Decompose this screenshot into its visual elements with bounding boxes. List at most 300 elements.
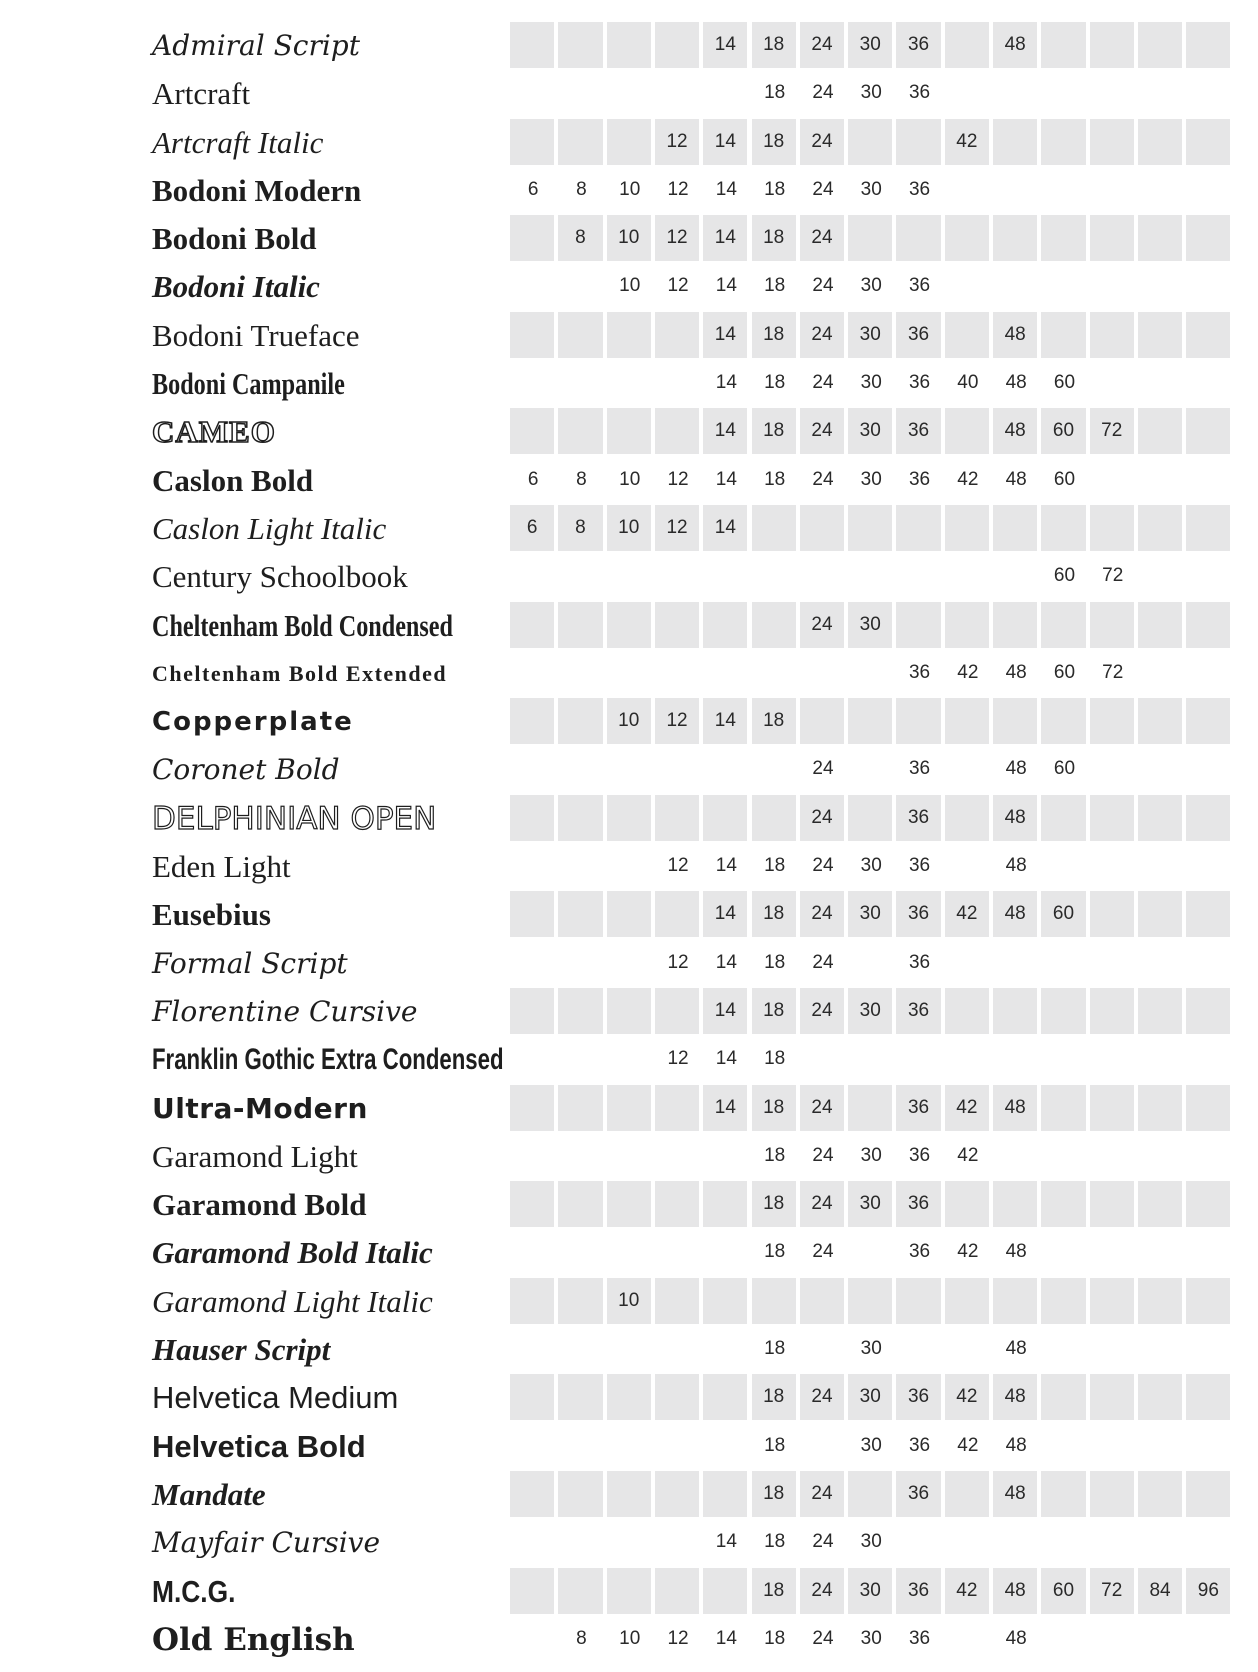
point-size-cell: 14	[703, 698, 749, 744]
point-size-cell	[655, 746, 701, 792]
point-size-cell: 48	[993, 1374, 1039, 1420]
point-size-cell	[607, 746, 653, 792]
point-size-cell	[945, 1278, 991, 1324]
point-size-cell	[1041, 215, 1087, 261]
font-name: Century Schoolbook	[152, 559, 408, 595]
point-size-cell	[510, 1471, 556, 1517]
point-size-cell: 30	[860, 1144, 882, 1166]
size-cells	[510, 1085, 1235, 1131]
point-size-cell	[558, 1133, 604, 1179]
point-size-cell	[558, 1036, 604, 1082]
table-row	[0, 891, 1258, 939]
font-name: Bodoni Trueface	[152, 317, 360, 353]
point-size-cell	[1138, 360, 1184, 406]
point-size-cell	[558, 119, 604, 165]
point-size-cell	[945, 312, 991, 358]
point-size-cell	[752, 746, 798, 792]
point-size-cell	[848, 795, 894, 841]
point-size-cell	[1138, 988, 1184, 1034]
point-size-cell	[945, 602, 991, 648]
font-name: DELPHINIAN OPEN	[152, 800, 437, 837]
size-cells	[510, 602, 1235, 648]
point-size-cell	[655, 602, 701, 648]
point-size-cell	[510, 360, 556, 406]
table-row	[0, 263, 1258, 311]
point-size-cell: 12	[667, 855, 689, 877]
point-size-cell: 60	[1053, 661, 1076, 683]
point-size-cell	[1138, 1616, 1184, 1662]
point-size-cell: 18	[752, 408, 798, 454]
point-size-cell: 14	[703, 22, 749, 68]
point-size-cell: 18	[764, 855, 786, 877]
point-size-cell: 12	[667, 1627, 689, 1649]
point-size-cell	[848, 215, 894, 261]
point-size-cell	[896, 1519, 942, 1565]
point-size-cell	[558, 891, 604, 937]
point-size-cell	[896, 505, 942, 551]
point-size-cell	[800, 553, 846, 599]
point-size-cell: 42	[945, 1085, 991, 1131]
font-name: Garamond Bold Italic	[152, 1235, 433, 1271]
point-size-cell	[1186, 1374, 1232, 1420]
point-size-cell: 60	[1053, 758, 1076, 780]
point-size-cell	[510, 1085, 556, 1131]
point-size-cell: 18	[764, 275, 786, 297]
point-size-cell	[1138, 1229, 1184, 1275]
point-size-cell	[945, 22, 991, 68]
point-size-cell	[655, 1085, 701, 1131]
point-size-cell	[1090, 988, 1136, 1034]
point-size-cell: 24	[800, 891, 846, 937]
point-size-cell: 18	[764, 1627, 786, 1649]
point-size-cell	[607, 1181, 653, 1227]
point-size-cell	[1186, 698, 1232, 744]
point-size-cell	[510, 698, 556, 744]
point-size-cell: 18	[752, 1568, 798, 1614]
point-size-cell	[1138, 1326, 1184, 1372]
point-size-cell	[1186, 1133, 1232, 1179]
point-size-cell	[752, 505, 798, 551]
point-size-cell	[1090, 1036, 1136, 1082]
point-size-cell: 12	[655, 698, 701, 744]
font-name: Old English	[152, 1621, 355, 1658]
point-size-cell	[655, 1181, 701, 1227]
point-size-cell	[945, 1036, 991, 1082]
point-size-cell: 14	[715, 275, 737, 297]
point-size-cell: 36	[908, 855, 931, 877]
point-size-cell	[1186, 1326, 1232, 1372]
point-size-cell: 8	[576, 468, 587, 490]
point-size-cell	[607, 1229, 653, 1275]
point-size-cell	[1090, 1229, 1136, 1275]
font-name: Caslon Light Italic	[152, 510, 387, 546]
point-size-cell: 48	[1005, 661, 1027, 683]
point-size-cell: 36	[908, 1241, 931, 1263]
point-size-cell: 24	[812, 1144, 834, 1166]
point-size-cell: 42	[945, 119, 991, 165]
table-row	[0, 1085, 1258, 1133]
point-size-cell	[558, 1471, 604, 1517]
point-size-cell: 36	[908, 82, 931, 104]
point-size-cell: 48	[993, 1085, 1039, 1131]
point-size-cell	[1138, 457, 1184, 503]
size-cells	[510, 1278, 1235, 1324]
point-size-cell	[1041, 940, 1087, 986]
point-size-cell	[558, 1229, 604, 1275]
point-size-cell	[655, 70, 701, 116]
point-size-cell	[1090, 360, 1136, 406]
point-size-cell	[993, 167, 1039, 213]
point-size-cell: 30	[860, 178, 882, 200]
point-size-cell	[1090, 1374, 1136, 1420]
point-size-cell	[945, 553, 991, 599]
font-name: Bodoni Campanile	[152, 366, 345, 402]
size-cells	[510, 1616, 1235, 1662]
point-size-cell: 14	[703, 988, 749, 1034]
point-size-cell	[1090, 602, 1136, 648]
point-size-cell	[1138, 940, 1184, 986]
point-size-cell: 14	[715, 1048, 737, 1070]
table-row	[0, 167, 1258, 215]
point-size-cell	[703, 1568, 749, 1614]
point-size-cell	[510, 746, 556, 792]
size-cells	[510, 746, 1235, 792]
point-size-cell: 36	[908, 468, 931, 490]
size-cells	[510, 553, 1235, 599]
point-size-cell: 10	[619, 468, 641, 490]
point-size-cell	[655, 650, 701, 696]
point-size-cell	[1041, 1085, 1087, 1131]
point-size-cell	[607, 988, 653, 1034]
point-size-cell	[993, 1036, 1039, 1082]
font-name: Formal Script	[152, 946, 348, 980]
point-size-cell: 36	[896, 1085, 942, 1131]
size-cells	[510, 891, 1235, 937]
point-size-cell: 30	[860, 82, 882, 104]
point-size-cell	[510, 795, 556, 841]
point-size-cell	[1090, 843, 1136, 889]
point-size-cell	[1186, 1471, 1232, 1517]
point-size-cell	[607, 843, 653, 889]
point-size-cell	[993, 1519, 1039, 1565]
point-size-cell: 18	[752, 119, 798, 165]
point-size-cell: 18	[752, 891, 798, 937]
point-size-cell: 12	[667, 178, 689, 200]
size-cells	[510, 263, 1235, 309]
point-size-cell	[1138, 1085, 1184, 1131]
table-row	[0, 215, 1258, 263]
point-size-cell	[848, 940, 894, 986]
point-size-cell	[1186, 940, 1232, 986]
point-size-cell	[993, 70, 1039, 116]
point-size-cell: 18	[764, 1434, 786, 1456]
point-size-cell	[1138, 746, 1184, 792]
point-size-cell	[558, 940, 604, 986]
point-size-cell: 24	[812, 1627, 834, 1649]
font-name: Cheltenham Bold Extended	[152, 660, 448, 686]
point-size-cell	[1041, 167, 1087, 213]
point-size-cell	[1090, 1278, 1136, 1324]
point-size-cell	[1138, 215, 1184, 261]
point-size-cell: 36	[896, 1374, 942, 1420]
point-size-cell	[655, 1471, 701, 1517]
point-size-cell	[1041, 119, 1087, 165]
point-size-cell	[945, 940, 991, 986]
table-row	[0, 1374, 1258, 1422]
point-size-cell: 42	[957, 661, 979, 683]
point-size-cell	[558, 1326, 604, 1372]
point-size-cell: 14	[715, 372, 737, 394]
point-size-cell	[1186, 891, 1232, 937]
point-size-cell: 12	[667, 468, 689, 490]
point-size-cell	[848, 746, 894, 792]
point-size-cell	[558, 1568, 604, 1614]
font-name: Garamond Light	[152, 1138, 358, 1174]
font-name: Mandate	[152, 1476, 266, 1512]
font-name: Artcraft Italic	[152, 124, 324, 160]
point-size-cell: 24	[800, 312, 846, 358]
size-cells	[510, 698, 1235, 744]
point-size-cell: 60	[1053, 565, 1076, 587]
point-size-cell	[1138, 1278, 1184, 1324]
point-size-cell: 24	[800, 602, 846, 648]
point-size-cell: 30	[848, 22, 894, 68]
point-size-cell	[607, 1568, 653, 1614]
point-size-cell: 42	[945, 1374, 991, 1420]
point-size-cell	[558, 312, 604, 358]
point-size-cell	[510, 1133, 556, 1179]
point-size-cell: 36	[908, 951, 931, 973]
font-name: Garamond Light Italic	[152, 1283, 433, 1319]
point-size-cell	[607, 1326, 653, 1372]
point-size-cell	[848, 1085, 894, 1131]
size-cells	[510, 408, 1235, 454]
point-size-cell	[1186, 215, 1232, 261]
point-size-cell	[1138, 1519, 1184, 1565]
size-cells	[510, 215, 1235, 261]
point-size-cell	[848, 1229, 894, 1275]
point-size-cell	[945, 1616, 991, 1662]
point-size-cell	[1090, 70, 1136, 116]
point-size-cell: 24	[812, 758, 834, 780]
point-size-cell	[1090, 457, 1136, 503]
point-size-cell	[510, 602, 556, 648]
point-size-cell: 18	[752, 215, 798, 261]
point-size-cell	[607, 602, 653, 648]
point-size-cell	[945, 698, 991, 744]
point-size-cell: 18	[752, 312, 798, 358]
point-size-cell: 60	[1041, 891, 1087, 937]
point-size-cell	[510, 1326, 556, 1372]
point-size-cell: 24	[800, 408, 846, 454]
point-size-cell	[703, 1278, 749, 1324]
point-size-cell	[1090, 891, 1136, 937]
point-size-cell	[945, 1519, 991, 1565]
point-size-cell: 48	[1005, 1241, 1027, 1263]
point-size-cell: 12	[655, 215, 701, 261]
point-size-cell	[848, 1471, 894, 1517]
point-size-cell: 14	[715, 178, 737, 200]
point-size-cell	[1090, 1471, 1136, 1517]
point-size-cell	[993, 602, 1039, 648]
font-name: Caslon Bold	[152, 462, 314, 498]
size-cells	[510, 22, 1235, 68]
point-size-cell: 18	[764, 1531, 786, 1553]
point-size-cell	[558, 1423, 604, 1469]
table-row	[0, 505, 1258, 553]
point-size-cell	[607, 312, 653, 358]
point-size-cell: 42	[957, 1241, 979, 1263]
point-size-cell	[607, 70, 653, 116]
point-size-cell	[703, 1181, 749, 1227]
point-size-cell	[848, 698, 894, 744]
table-row	[0, 988, 1258, 1036]
point-size-cell	[510, 1423, 556, 1469]
point-size-cell	[1041, 843, 1087, 889]
point-size-cell	[510, 70, 556, 116]
point-size-cell	[558, 698, 604, 744]
point-size-cell: 6	[510, 505, 556, 551]
point-size-cell: 48	[1005, 855, 1027, 877]
point-size-cell	[1041, 312, 1087, 358]
point-size-cell	[1138, 650, 1184, 696]
point-size-cell	[896, 602, 942, 648]
size-cells	[510, 1471, 1235, 1517]
point-size-cell	[1041, 1133, 1087, 1179]
point-size-cell: 24	[800, 988, 846, 1034]
point-size-cell	[1138, 553, 1184, 599]
table-row	[0, 408, 1258, 456]
table-row	[0, 312, 1258, 360]
point-size-cell	[993, 698, 1039, 744]
point-size-cell	[1090, 1133, 1136, 1179]
point-size-cell: 24	[812, 82, 834, 104]
table-row	[0, 1133, 1258, 1181]
point-size-cell	[655, 988, 701, 1034]
font-name: Helvetica Bold	[152, 1428, 366, 1464]
point-size-cell: 24	[800, 795, 846, 841]
table-row	[0, 457, 1258, 505]
point-size-cell	[1090, 263, 1136, 309]
point-size-cell: 14	[715, 468, 737, 490]
point-size-cell: 30	[860, 1627, 882, 1649]
point-size-cell	[655, 408, 701, 454]
point-size-cell: 48	[993, 408, 1039, 454]
point-size-cell	[1186, 263, 1232, 309]
point-size-cell	[1186, 1423, 1232, 1469]
point-size-cell: 10	[619, 1627, 641, 1649]
point-size-cell	[607, 553, 653, 599]
point-size-cell: 12	[667, 1048, 689, 1070]
point-size-cell	[655, 891, 701, 937]
point-size-cell: 36	[896, 1568, 942, 1614]
point-size-cell	[1186, 1519, 1232, 1565]
point-size-cell	[1138, 408, 1184, 454]
point-size-cell: 30	[860, 372, 882, 394]
point-size-cell	[1138, 891, 1184, 937]
point-size-cell	[510, 650, 556, 696]
point-size-cell	[752, 553, 798, 599]
point-size-cell: 48	[993, 312, 1039, 358]
point-size-cell	[510, 553, 556, 599]
point-size-cell: 18	[764, 1241, 786, 1263]
point-size-cell: 48	[993, 1568, 1039, 1614]
size-cells	[510, 70, 1235, 116]
point-size-cell	[1041, 1471, 1087, 1517]
point-size-cell: 42	[957, 1144, 979, 1166]
point-size-cell	[1090, 746, 1136, 792]
point-size-cell: 14	[703, 312, 749, 358]
point-size-cell	[607, 1423, 653, 1469]
point-size-cell: 36	[896, 408, 942, 454]
font-name: Franklin Gothic Extra Condensed	[152, 1043, 504, 1077]
point-size-cell	[1090, 940, 1136, 986]
point-size-cell: 36	[896, 795, 942, 841]
table-row	[0, 1036, 1258, 1084]
point-size-cell	[607, 408, 653, 454]
size-cells	[510, 988, 1235, 1034]
point-size-cell	[1138, 602, 1184, 648]
point-size-cell: 14	[703, 505, 749, 551]
point-size-cell: 14	[703, 408, 749, 454]
font-name: Mayfair Cursive	[152, 1526, 381, 1560]
font-name: M.C.G.	[152, 1573, 236, 1609]
point-size-cell	[1041, 1326, 1087, 1372]
font-name: Eusebius	[152, 897, 271, 933]
size-cells	[510, 505, 1235, 551]
point-size-cell	[703, 1374, 749, 1420]
point-size-cell: 18	[752, 988, 798, 1034]
point-size-cell: 24	[800, 1568, 846, 1614]
point-size-cell	[945, 746, 991, 792]
size-cells	[510, 1374, 1235, 1420]
size-cells	[510, 843, 1235, 889]
point-size-cell	[703, 1229, 749, 1275]
point-size-cell	[945, 70, 991, 116]
font-name: Florentine Cursive	[152, 994, 418, 1028]
point-size-cell: 18	[752, 698, 798, 744]
point-size-cell: 6	[527, 468, 539, 490]
point-size-cell	[1186, 505, 1232, 551]
point-size-cell	[1138, 1181, 1184, 1227]
point-size-cell	[800, 1423, 846, 1469]
point-size-cell	[752, 650, 798, 696]
point-size-cell	[558, 1085, 604, 1131]
point-size-cell: 42	[957, 1434, 979, 1456]
point-size-cell: 14	[715, 1627, 737, 1649]
point-size-cell	[945, 988, 991, 1034]
point-size-cell: 10	[607, 698, 653, 744]
point-size-cell: 42	[945, 891, 991, 937]
point-size-cell	[703, 650, 749, 696]
point-size-cell: 36	[896, 312, 942, 358]
point-size-cell: 24	[812, 951, 834, 973]
table-row	[0, 795, 1258, 843]
point-size-cell	[510, 408, 556, 454]
point-size-cell	[1041, 263, 1087, 309]
point-size-cell	[1090, 215, 1136, 261]
point-size-cell: 18	[752, 22, 798, 68]
point-size-cell: 36	[908, 758, 931, 780]
size-cells	[510, 1423, 1235, 1469]
table-row	[0, 1181, 1258, 1229]
point-size-cell: 10	[607, 505, 653, 551]
point-size-cell	[1186, 408, 1232, 454]
point-size-cell	[848, 650, 894, 696]
point-size-cell	[848, 553, 894, 599]
point-size-cell	[848, 505, 894, 551]
point-size-cell	[655, 1326, 701, 1372]
